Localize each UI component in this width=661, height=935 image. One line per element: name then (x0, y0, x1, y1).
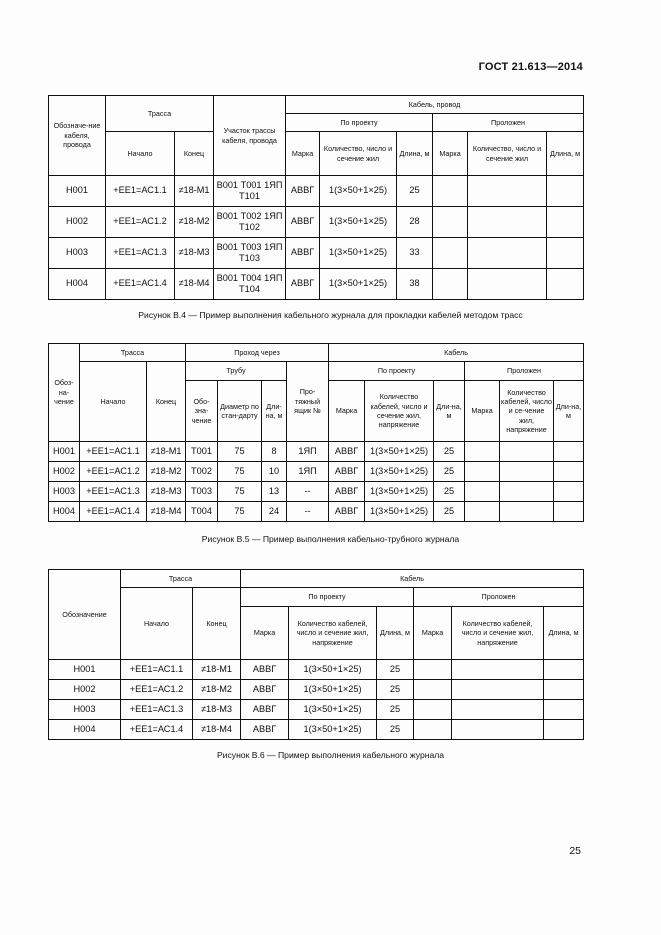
table-row (49, 680, 584, 700)
cell-end: ≠18-М2 (193, 680, 241, 700)
cell-empty (500, 502, 554, 522)
col-mark: Марка (286, 132, 320, 176)
table-row (49, 660, 584, 680)
cell-empty (414, 720, 452, 740)
cell-designation: Н004 (49, 502, 80, 522)
cell-mark: АВВГ (286, 207, 320, 238)
col-route: Трасса (106, 96, 214, 132)
cell-empty (452, 680, 544, 700)
col-quantity: Количество кабелей, число и сечение жил, напряжение (289, 607, 377, 660)
cell-start: +ЕЕ1=АС1.1 (106, 176, 175, 207)
cell-empty (468, 176, 547, 207)
cell-empty (544, 700, 584, 720)
cell-mark: АВВГ (286, 176, 320, 207)
cell-empty (554, 482, 584, 502)
table-row (49, 720, 584, 740)
cell-start: +ЕЕ1=АС1.3 (106, 238, 175, 269)
cell-empty (554, 442, 584, 462)
col-mark-laid: Марка (414, 607, 452, 660)
cell-length: 25 (377, 700, 414, 720)
col-route: Трасса (121, 570, 241, 588)
cell-start: +ЕЕ1=АС1.2 (106, 207, 175, 238)
cell-section: В001 Т002 1ЯП Т102 (214, 207, 286, 238)
cable-route-journal-table (48, 95, 584, 300)
col-through: Проход через (186, 344, 329, 362)
cell-length: 25 (377, 720, 414, 740)
cell-quantity: 1(3×50+1×25) (289, 720, 377, 740)
cell-empty (465, 442, 500, 462)
cell-empty (452, 660, 544, 680)
cell-designation: Н004 (49, 720, 121, 740)
cell-empty (468, 238, 547, 269)
cell-designation: Н004 (49, 269, 106, 300)
figure-caption: Рисунок В.4 — Пример выполнения кабельного журнала для прокладки кабелей методом трасс (138, 310, 523, 320)
col-laid: Проложен (414, 588, 584, 607)
col-laid: Проложен (465, 362, 584, 381)
cell-quantity: 1(3×50+1×25) (365, 482, 434, 502)
col-mark: Марка (241, 607, 289, 660)
cell-end: ≠18-М4 (147, 502, 186, 522)
cell-diameter: 75 (218, 462, 262, 482)
cell-empty (500, 462, 554, 482)
cell-pull-box: -- (287, 502, 329, 522)
col-cable: Кабель (329, 344, 584, 362)
cell-designation: Н003 (49, 238, 106, 269)
col-pull-box: Про-тяжный ящик № (287, 362, 329, 442)
cell-section: В001 Т003 1ЯП Т103 (214, 238, 286, 269)
cell-start: +ЕЕ1=АС1.1 (121, 660, 193, 680)
cell-length: 25 (434, 442, 465, 462)
cell-empty (414, 660, 452, 680)
col-quantity-laid: Количество, число и сечение жил (468, 132, 547, 176)
cell-designation: Н002 (49, 680, 121, 700)
col-length: Дли-на, м (434, 381, 465, 442)
cell-pull-box: -- (287, 482, 329, 502)
cell-designation: Н003 (49, 482, 80, 502)
col-pipe-length: Дли-на, м (262, 381, 287, 442)
cell-end: ≠18-М1 (147, 442, 186, 462)
col-quantity-laid: Количество кабелей, число и сечение жил, напряжение (452, 607, 544, 660)
cell-pull-box: 1ЯП (287, 442, 329, 462)
cell-empty (452, 720, 544, 740)
cell-pipe-length: 8 (262, 442, 287, 462)
table-row (49, 442, 584, 462)
cell-end: ≠18-М3 (147, 482, 186, 502)
cell-quantity: 1(3×50+1×25) (320, 269, 397, 300)
cell-mark: АВВГ (241, 660, 289, 680)
cell-designation: Н001 (49, 176, 106, 207)
col-end: Конец (147, 362, 186, 442)
cell-empty (465, 482, 500, 502)
cell-pipe-length: 24 (262, 502, 287, 522)
cell-pipe: Т004 (186, 502, 218, 522)
col-start: Начало (80, 362, 147, 442)
cell-empty (547, 269, 584, 300)
table-row (49, 482, 584, 502)
cell-start: +ЕЕ1=АС1.2 (121, 680, 193, 700)
cell-empty (500, 482, 554, 502)
table-row (49, 176, 584, 207)
cell-designation: Н002 (49, 207, 106, 238)
col-route: Трасса (80, 344, 186, 362)
cell-pipe: Т003 (186, 482, 218, 502)
cell-start: +ЕЕ1=АС1.3 (80, 482, 147, 502)
cell-empty (433, 207, 468, 238)
cell-empty (433, 238, 468, 269)
cable-journal-table (48, 569, 584, 740)
cell-start: +ЕЕ1=АС1.4 (106, 269, 175, 300)
cell-start: +ЕЕ1=АС1.4 (121, 720, 193, 740)
col-length: Длина, м (397, 132, 433, 176)
table-row (49, 238, 584, 269)
cell-empty (500, 442, 554, 462)
col-by-project: По проекту (329, 362, 465, 381)
cell-length: 25 (377, 660, 414, 680)
cell-length: 25 (397, 176, 433, 207)
cell-pipe: Т002 (186, 462, 218, 482)
cell-empty (547, 176, 584, 207)
cell-empty (547, 207, 584, 238)
col-length-laid: Длина, м (544, 607, 584, 660)
figure-caption: Рисунок В.6 — Пример выполнения кабельного журнала (216, 750, 445, 760)
cell-designation: Н001 (49, 442, 80, 462)
cell-mark: АВВГ (329, 462, 365, 482)
col-designation: Обозначе-ние кабеля, провода (49, 96, 106, 176)
col-length-laid: Длина, м (547, 132, 584, 176)
cell-mark: АВВГ (286, 238, 320, 269)
cell-start: +ЕЕ1=АС1.2 (80, 462, 147, 482)
cell-mark: АВВГ (241, 680, 289, 700)
cell-start: +ЕЕ1=АС1.1 (80, 442, 147, 462)
col-laid: Проложен (433, 114, 584, 132)
cell-length: 25 (434, 462, 465, 482)
cell-mark: АВВГ (329, 482, 365, 502)
cell-section: В001 Т004 1ЯП Т104 (214, 269, 286, 300)
cell-quantity: 1(3×50+1×25) (365, 462, 434, 482)
cell-end: ≠18-М2 (147, 462, 186, 482)
cell-start: +ЕЕ1=АС1.4 (80, 502, 147, 522)
cell-empty (554, 502, 584, 522)
cell-mark: АВВГ (329, 502, 365, 522)
cell-quantity: 1(3×50+1×25) (289, 660, 377, 680)
cell-start: +ЕЕ1=АС1.3 (121, 700, 193, 720)
cell-mark: АВВГ (241, 700, 289, 720)
cell-empty (465, 462, 500, 482)
col-quantity-laid: Количество кабелей, число и се-чение жил, напряжение (500, 381, 554, 442)
col-cable: Кабель (241, 570, 584, 588)
cell-empty (468, 207, 547, 238)
col-quantity: Количество кабелей, число и сечение жил, напряжение (365, 381, 434, 442)
col-end: Конец (175, 132, 214, 176)
cable-pipe-journal-table (48, 343, 584, 522)
cell-length: 38 (397, 269, 433, 300)
col-section: Участок трассы кабеля, провода (214, 96, 286, 176)
cell-pipe-length: 10 (262, 462, 287, 482)
cell-end: ≠18-М1 (175, 176, 214, 207)
cell-diameter: 75 (218, 502, 262, 522)
col-length-laid: Дли-на, м (554, 381, 584, 442)
cell-empty (547, 238, 584, 269)
table-row (49, 207, 584, 238)
cell-empty (544, 660, 584, 680)
cell-designation: Н003 (49, 700, 121, 720)
col-quantity: Количество, число и сечение жил (320, 132, 397, 176)
cell-quantity: 1(3×50+1×25) (289, 680, 377, 700)
cell-end: ≠18-М1 (193, 660, 241, 680)
cell-quantity: 1(3×50+1×25) (320, 176, 397, 207)
cell-empty (433, 269, 468, 300)
col-diameter: Диаметр по стан-дарту (218, 381, 262, 442)
cell-mark: АВВГ (329, 442, 365, 462)
cell-empty (414, 700, 452, 720)
col-designation: Обоз-на-чение (49, 344, 80, 442)
cell-empty (465, 502, 500, 522)
col-length: Длина, м (377, 607, 414, 660)
cell-section: В001 Т001 1ЯП Т101 (214, 176, 286, 207)
cell-end: ≠18-М4 (175, 269, 214, 300)
cell-diameter: 75 (218, 482, 262, 502)
cell-empty (452, 700, 544, 720)
cell-length: 25 (434, 482, 465, 502)
cell-end: ≠18-М4 (193, 720, 241, 740)
cell-empty (414, 680, 452, 700)
cell-designation: Н002 (49, 462, 80, 482)
col-pipe: Трубу (186, 362, 287, 381)
cell-length: 33 (397, 238, 433, 269)
cell-pipe-length: 13 (262, 482, 287, 502)
document-header: ГОСТ 21.613—2014 (478, 61, 583, 73)
cell-diameter: 75 (218, 442, 262, 462)
col-by-project: По проекту (241, 588, 414, 607)
table-row (49, 269, 584, 300)
cell-empty (433, 176, 468, 207)
col-start: Начало (121, 588, 193, 660)
cell-end: ≠18-М3 (175, 238, 214, 269)
cell-mark: АВВГ (241, 720, 289, 740)
cell-quantity: 1(3×50+1×25) (365, 442, 434, 462)
cell-quantity: 1(3×50+1×25) (289, 700, 377, 720)
table-row (49, 462, 584, 482)
col-start: Начало (106, 132, 175, 176)
col-pipe-designation: Обо-зна-чение (186, 381, 218, 442)
cell-length: 25 (434, 502, 465, 522)
cell-length: 25 (377, 680, 414, 700)
cell-mark: АВВГ (286, 269, 320, 300)
col-designation: Обозначение (49, 570, 121, 660)
figure-caption: Рисунок В.5 — Пример выполнения кабельно-трубного журнала (201, 534, 460, 544)
cell-empty (544, 680, 584, 700)
table-row (49, 502, 584, 522)
col-mark: Марка (329, 381, 365, 442)
cell-pull-box: 1ЯП (287, 462, 329, 482)
cell-pipe: Т001 (186, 442, 218, 462)
cell-empty (544, 720, 584, 740)
col-cable: Кабель, провод (286, 96, 584, 114)
cell-quantity: 1(3×50+1×25) (365, 502, 434, 522)
cell-length: 28 (397, 207, 433, 238)
col-end: Конец (193, 588, 241, 660)
cell-designation: Н001 (49, 660, 121, 680)
col-mark-laid: Марка (465, 381, 500, 442)
cell-empty (554, 462, 584, 482)
cell-quantity: 1(3×50+1×25) (320, 238, 397, 269)
cell-end: ≠18-М3 (193, 700, 241, 720)
cell-quantity: 1(3×50+1×25) (320, 207, 397, 238)
cell-end: ≠18-М2 (175, 207, 214, 238)
table-row (49, 700, 584, 720)
page-number: 25 (569, 845, 581, 857)
col-mark-laid: Марка (433, 132, 468, 176)
cell-empty (468, 269, 547, 300)
col-by-project: По проекту (286, 114, 433, 132)
